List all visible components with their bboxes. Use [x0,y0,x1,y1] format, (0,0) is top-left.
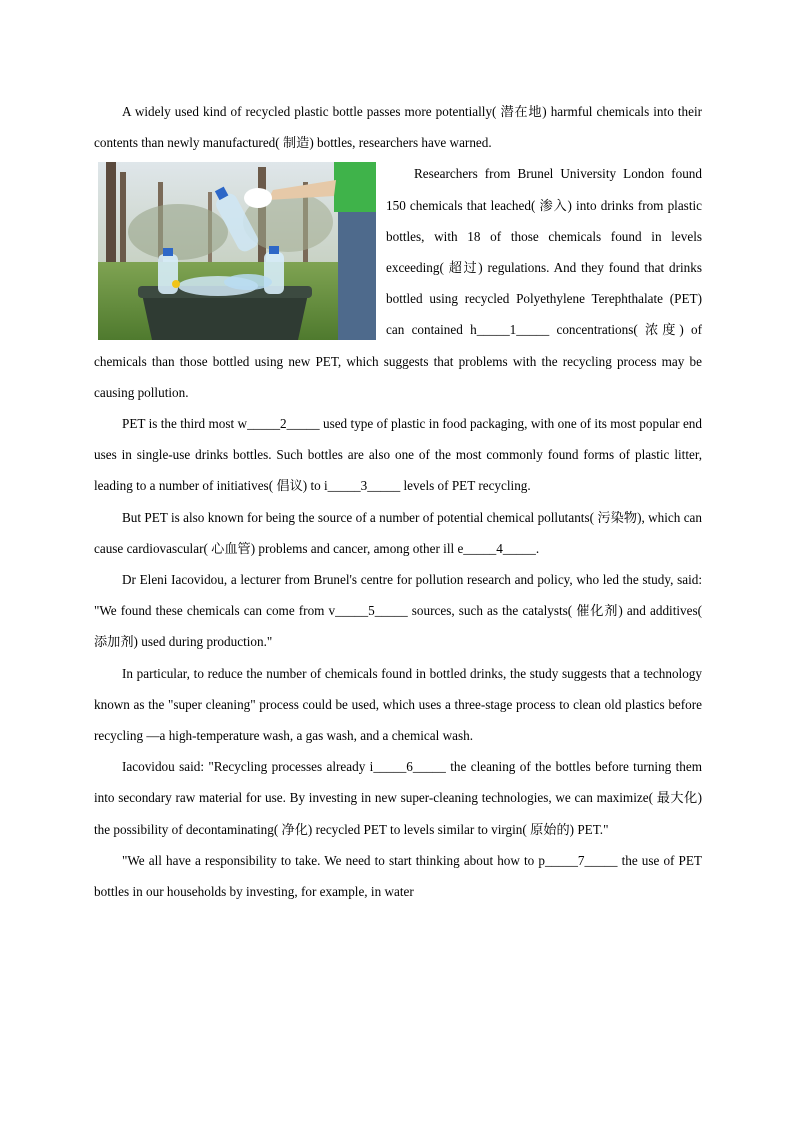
recycling-photo [98,162,376,340]
paragraph-5: Dr Eleni Iacovidou, a lecturer from Brunel's centre for pollution research and policy, who led the study, said: "We found these chemicals can come from v_____5_____ sources, such as the catalysts( 催化剂) and additives( 添加剂) used during production." [94,572,702,650]
paragraph-2: Researchers from Brunel University London found 150 chemicals that leached( 渗入) into drinks from plastic bottles, with 18 of those chemicals found in levels exceeding( 超过) regulations. And they found that drinks bottled using recycled Polyethylene Terephthalate (PET) can contained h_____1_____ concentrations( 浓度) of chemicals than those bottled using new PET, which suggests that problems with the recycling process may be causing pollution. [94,166,702,400]
paragraph-8: "We all have a responsibility to take. We need to start thinking about how to p_____7_____ the use of PET bottles in our households by investing, for example, in water [94,852,702,900]
paragraph-1: A widely used kind of recycled plastic bottle passes more potentially( 潜在地) harmful chemicals into their contents than newly manufactured( 制造) bottles, researchers have warned. [94,104,702,151]
paragraph-7: Iacovidou said: "Recycling processes already i_____6_____ the cleaning of the bottles before turning them into secondary raw material for use. By investing in new super-cleaning technologies, we can maximize( 最大化) the possibility of decontaminating( 净化) recycled PET to levels similar to virgin( 原始的) PET." [94,759,702,837]
paragraph-4: But PET is also known for being the source of a number of potential chemical pollutants( 污染物), which can cause cardiovascular( 心血管) problems and cancer, among other ill e_____4_____. [94,509,702,556]
paragraph-3: PET is the third most w_____2_____ used type of plastic in food packaging, with one of its most popular end uses in single-use drinks bottles. Such bottles are also one of the most commonly found forms of plastic litter, leading to a number of initiatives( 倡议) to i_____3_____ levels of PET recycling. [94,416,702,494]
article-body [94,96,702,907]
paragraph-6: In particular, to reduce the number of chemicals found in bottled drinks, the study suggests that a technology known as the "super cleaning" process could be used, which uses a three-stage process to clean old plastics before recycling —a high-temperature wash, a gas wash, and a chemical wash. [94,665,702,744]
